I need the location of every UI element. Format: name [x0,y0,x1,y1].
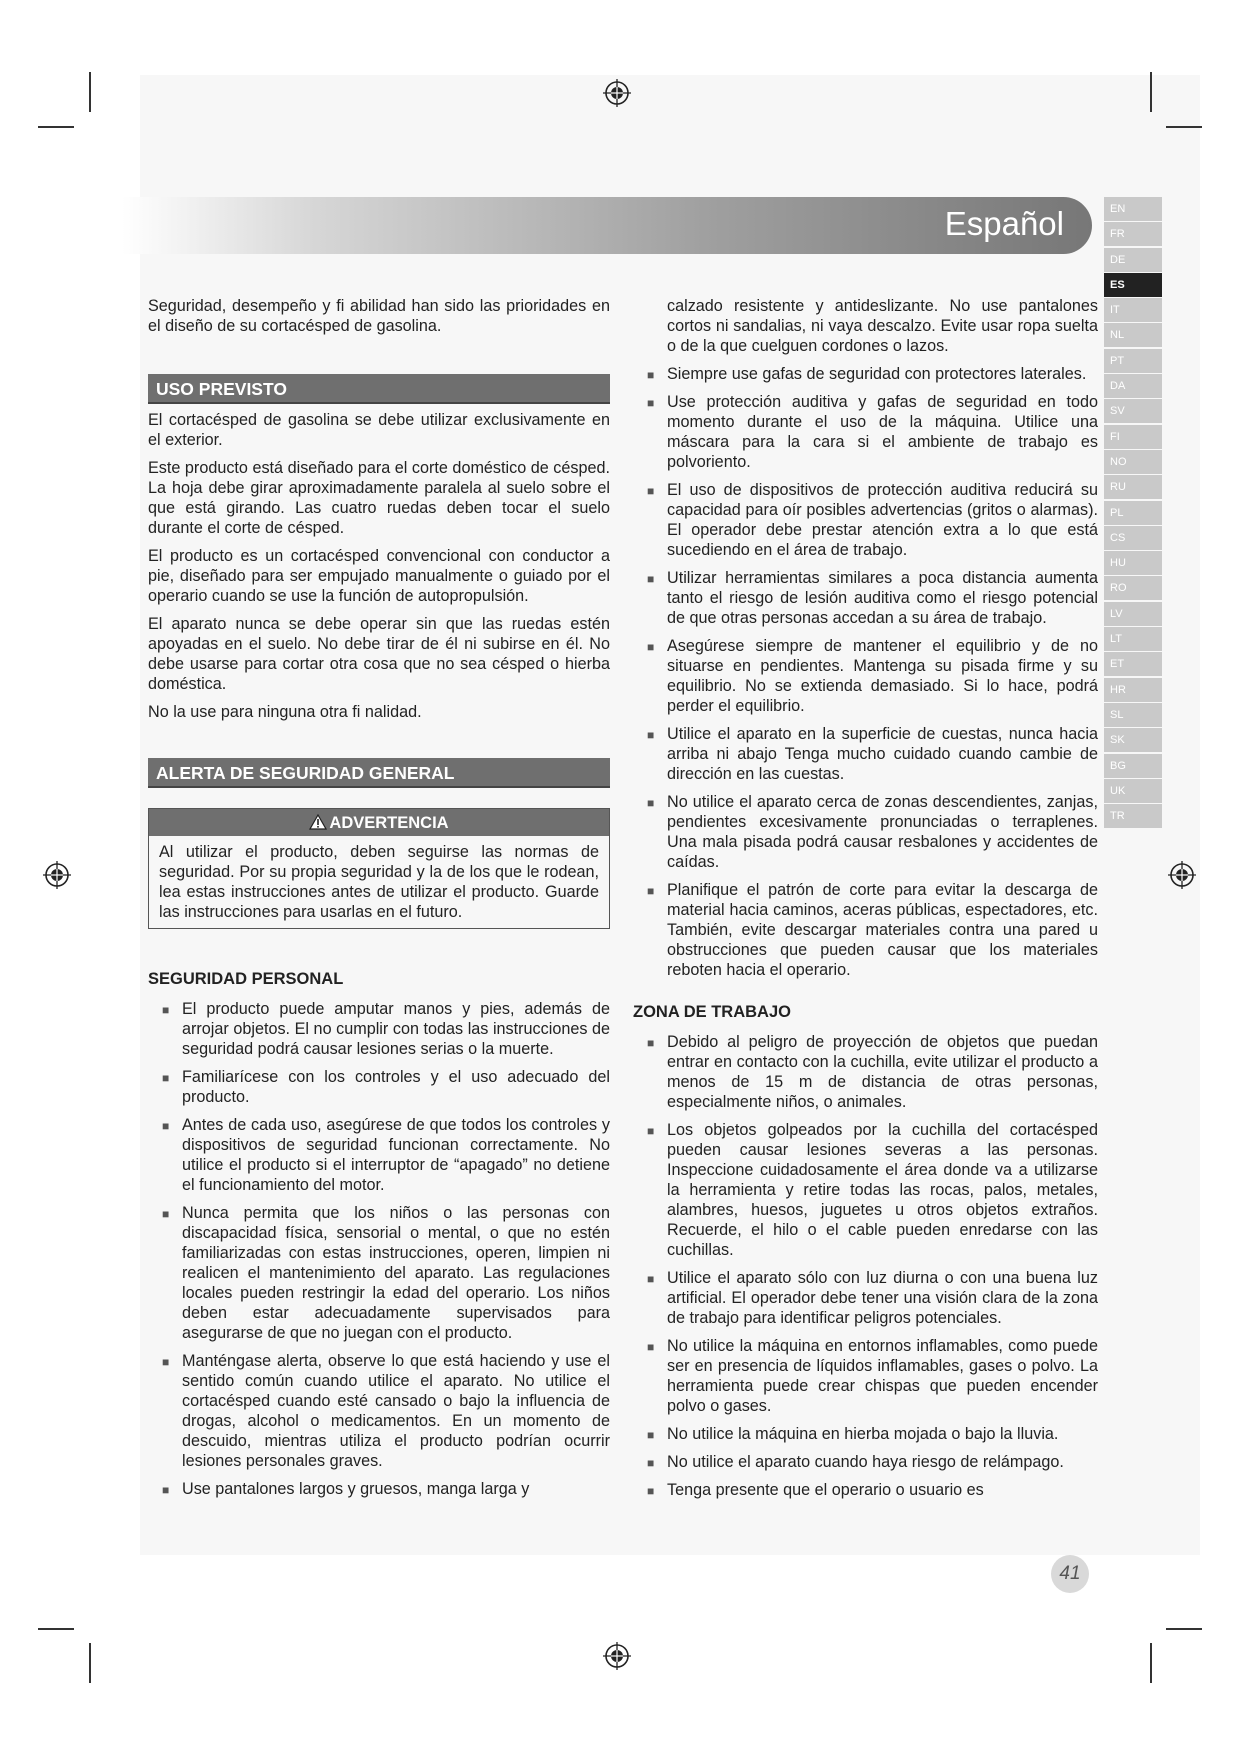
list-item-text: Manténgase alerta, observe lo que está haciendo y use el sentido común cuando utilice el aparato. No utilice el cortacésped cuando esté cansado o bajo la influencia de drogas, alcohol o medicamentos. En un momento de descuido, mientras utiliza el producto podrían ocurrir lesiones personales graves. [182,1352,610,1470]
language-tab-hu[interactable]: HU [1104,551,1162,575]
paragraph: El cortacésped de gasolina se debe utilizar exclusivamente en el exterior. [148,411,610,449]
list-item [148,999,610,1059]
list-item [633,364,1098,384]
bullet-square-icon: ■ [647,640,655,654]
language-tab-en[interactable]: EN [1104,197,1162,221]
bullet-square-icon: ■ [647,1428,655,1442]
language-tab-nl[interactable]: NL [1104,323,1162,347]
bullet-square-icon: ■ [647,796,655,810]
list-item-text: Asegúrese siempre de mantener el equilibrio y de no situarse en pendientes. Mantenga su pisada firme y su equilibrio. No se extienda demasiado. Si lo hace, podrá perder el equilibrio. [667,637,1098,715]
bullet-square-icon: ■ [647,572,655,586]
page-number: 41 [1051,1555,1089,1593]
subhead-seguridad-personal: SEGURIDAD PERSONAL [148,970,344,988]
bullet-square-icon: ■ [647,1456,655,1470]
list-item [148,1203,610,1343]
list-item [633,636,1098,716]
list-item-text: Planifique el patrón de corte para evitar la descarga de material hacia caminos, aceras públicas, espectadores, etc. También, evite descargar materiales contra una pared u obstrucciones que pueden causar que los materiales reboten hacia el operario. [667,881,1098,979]
list-item-text: Debido al peligro de proyección de objetos que puedan entrar en contacto con la cuchilla, evite utilizar el producto a menos de 15 m de distancia de otras personas, especialmente niños, o animales. [667,1033,1098,1111]
work-area-list [633,1032,1098,1500]
list-item [633,1032,1098,1112]
warning-triangle-icon [309,814,327,830]
list-item-text: No utilice la máquina en hierba mojada o bajo la lluvia. [667,1425,1059,1443]
list-item-text: Siempre use gafas de seguridad con protectores laterales. [667,365,1087,383]
list-item [633,568,1098,628]
list-item [633,880,1098,980]
list-item-text: El uso de dispositivos de protección auditiva reducirá su capacidad para oír posibles advertencias (gritos o alarmas). El operador debe prestar atención extra a lo que está sucediendo en el área de trabajo. [667,481,1098,559]
bullet-square-icon: ■ [647,728,655,742]
bullet-square-icon: ■ [647,1484,655,1498]
list-item-text: Utilice el aparato en la superficie de cuestas, nunca hacia arriba ni abajo Tenga mucho cuidado cuando cambie de dirección en las cuestas. [667,725,1098,783]
language-tab-da[interactable]: DA [1104,374,1162,398]
language-tab-lt[interactable]: LT [1104,627,1162,651]
right-continued-list [633,296,1098,356]
bullet-square-icon: ■ [162,1355,170,1369]
language-title: Español [944,205,1064,242]
list-item-text: Antes de cada uso, asegúrese de que todos los controles y dispositivos de seguridad funcionan correctamente. No utilice el producto si el interruptor de “apagado” no detiene el funcionamiento del motor. [182,1116,610,1194]
personal-safety-list [148,999,610,1499]
bullet-square-icon: ■ [162,1003,170,1017]
section-title-alerta: ALERTA DE SEGURIDAD GENERAL [148,758,610,788]
language-tab-tr[interactable]: TR [1104,804,1162,828]
language-tab-es[interactable]: ES [1104,273,1162,297]
list-item [633,792,1098,872]
warning-box [148,808,610,929]
list-item [633,1480,1098,1500]
crop-mark [1166,1628,1202,1630]
language-tab-pt[interactable]: PT [1104,349,1162,373]
list-item [633,480,1098,560]
paragraph: El aparato nunca se debe operar sin que las ruedas estén apoyadas en el suelo. No debe tirar de él ni subirse en él. No debe usarse para cortar otra cosa que no sea césped o hierba doméstica. [148,615,610,693]
language-tab-ro[interactable]: RO [1104,576,1162,600]
personal-safety-list-continued [633,364,1098,980]
list-item-text: Familiarícese con los controles y el uso adecuado del producto. [182,1068,610,1106]
paragraph: No la use para ninguna otra fi nalidad. [148,703,422,721]
bullet-square-icon: ■ [647,1272,655,1286]
crop-mark [1150,1643,1152,1683]
crop-mark [1166,126,1202,128]
bullet-square-icon: ■ [647,368,655,382]
paragraph: El producto es un cortacésped convencional con conductor a pie, diseñado para ser empujado manualmente o guiado por el operario cuando se use la función de autopropulsión. [148,547,610,605]
crop-mark [38,126,74,128]
list-item [148,1067,610,1107]
subhead-zona-de-trabajo: ZONA DE TRABAJO [633,1003,791,1021]
bullet-square-icon: ■ [162,1207,170,1221]
list-item [148,1351,610,1471]
list-item [633,1120,1098,1260]
language-tab-sl[interactable]: SL [1104,703,1162,727]
list-item [633,392,1098,472]
list-item-text: No utilice el aparato cerca de zonas descendientes, zanjas, pendientes excesivamente pronunciadas o terraplenes. Una mala pisada podrá causar resbalones y accidentes de caídas. [667,793,1098,871]
list-item-text: El producto puede amputar manos y pies, además de arrojar objetos. El no cumplir con todas las instrucciones de seguridad podrá causar lesiones serias o la muerte. [182,1000,610,1058]
list-item-text: No utilice el aparato cuando haya riesgo de relámpago. [667,1453,1064,1471]
language-tab-hr[interactable]: HR [1104,678,1162,702]
section-title-uso-previsto: USO PREVISTO [148,374,610,404]
bullet-square-icon: ■ [162,1119,170,1133]
crop-mark [89,72,91,112]
bullet-square-icon: ■ [647,396,655,410]
paragraph: Este producto está diseñado para el corte doméstico de césped. La hoja debe girar aproximadamente paralela al suelo sobre el que está girando. Las cuatro ruedas deben tocar el suelo durante el corte de césped. [148,459,610,537]
list-item [633,1424,1098,1444]
bullet-square-icon: ■ [647,1036,655,1050]
registration-mark-icon [1167,860,1197,890]
list-item-text: Los objetos golpeados por la cuchilla del cortacésped pueden causar lesiones severas a las personas. Inspeccione cuidadosamente el área donde va a utilizarse la herramienta y retire todas las rocas, palos, metales, alambres, huesos, juguetes u otros objetos extraños. Recuerde, el hilo o el cable pueden enredarse con las cuchillas. [667,1121,1098,1259]
warning-title: ADVERTENCIA [329,814,449,832]
bullet-square-icon: ■ [647,1124,655,1138]
registration-mark-icon [602,78,632,108]
language-tab-bg[interactable]: BG [1104,754,1162,778]
list-item-text: Use pantalones largos y gruesos, manga larga y [182,1480,530,1498]
bullet-square-icon: ■ [162,1071,170,1085]
list-item-text: Utilice el aparato sólo con luz diurna o con una buena luz artificial. El operador debe tener una visión clara de la zona de trabajo para identificar peligros potenciales. [667,1269,1098,1327]
language-tab-de[interactable]: DE [1104,248,1162,272]
intro-paragraph: Seguridad, desempeño y fi abilidad han sido las prioridades en el diseño de su cortacésped de gasolina. [148,297,610,335]
language-tab-sk[interactable]: SK [1104,728,1162,752]
bullet-square-icon: ■ [647,884,655,898]
list-item [633,1452,1098,1472]
left-column [148,296,610,1507]
list-item [148,1479,610,1499]
list-item [633,1336,1098,1416]
language-tabs [1104,197,1162,829]
language-tab-pl[interactable]: PL [1104,501,1162,525]
list-item-text: Use protección auditiva y gafas de seguridad en todo momento durante el uso de la máquina. Utilice una máscara para la cara si el ambiente de trabajo es polvoriento. [667,393,1098,471]
list-item-text: Nunca permita que los niños o las personas con discapacidad física, sensorial o mental, o que no estén familiarizadas con estas instrucciones, operen, limpien ni realicen el mantenimiento del aparato. Las regulaciones locales pueden restringir la edad del operario. Los niños deben estar adecuadamente supervisados para asegurarse de que no juegan con el producto. [182,1204,610,1342]
list-item-text: Utilizar herramientas similares a poca distancia aumenta tanto el riesgo de lesión auditiva como el riesgo potencial de que otras personas accedan a su área de trabajo. [667,569,1098,627]
list-item [633,296,1098,356]
crop-mark [38,1628,74,1630]
warning-text: Al utilizar el producto, deben seguirse las normas de seguridad. Por su propia seguridad y la de los que le rodean, lea estas instrucciones antes de utilizar el producto. Guarde las instrucciones para usarlas en el futuro. [159,843,599,921]
bullet-square-icon: ■ [647,1340,655,1354]
language-tab-lv[interactable]: LV [1104,602,1162,626]
registration-mark-icon [42,860,72,890]
language-header-bar [122,197,1092,254]
language-tab-no[interactable]: NO [1104,450,1162,474]
uso-previsto-body [148,410,610,722]
bullet-square-icon: ■ [162,1483,170,1497]
warning-header [149,809,609,836]
language-tab-uk[interactable]: UK [1104,779,1162,803]
crop-mark [1150,72,1152,112]
list-item-text: No utilice la máquina en entornos inflamables, como puede ser en presencia de líquidos inflamables, gases o polvo. La herramienta puede crear chispas que pueden encender polvo o gases. [667,1337,1098,1415]
list-item [148,1115,610,1195]
list-item [633,1268,1098,1328]
list-item-text: Tenga presente que el operario o usuario es [667,1481,984,1499]
right-column [633,296,1098,1508]
language-tab-it[interactable]: IT [1104,298,1162,322]
language-tab-cs[interactable]: CS [1104,526,1162,550]
crop-mark [89,1643,91,1683]
language-tab-fr[interactable]: FR [1104,222,1162,246]
language-tab-et[interactable]: ET [1104,652,1162,676]
bullet-square-icon: ■ [647,484,655,498]
list-item [633,724,1098,784]
list-item-text: calzado resistente y antideslizante. No use pantalones cortos ni sandalias, ni vaya descalzo. Evite usar ropa suelta o de la que cuelguen cordones o lazos. [667,297,1098,355]
language-tab-ru[interactable]: RU [1104,475,1162,499]
language-tab-fi[interactable]: FI [1104,425,1162,449]
registration-mark-icon [602,1641,632,1671]
language-tab-sv[interactable]: SV [1104,399,1162,423]
